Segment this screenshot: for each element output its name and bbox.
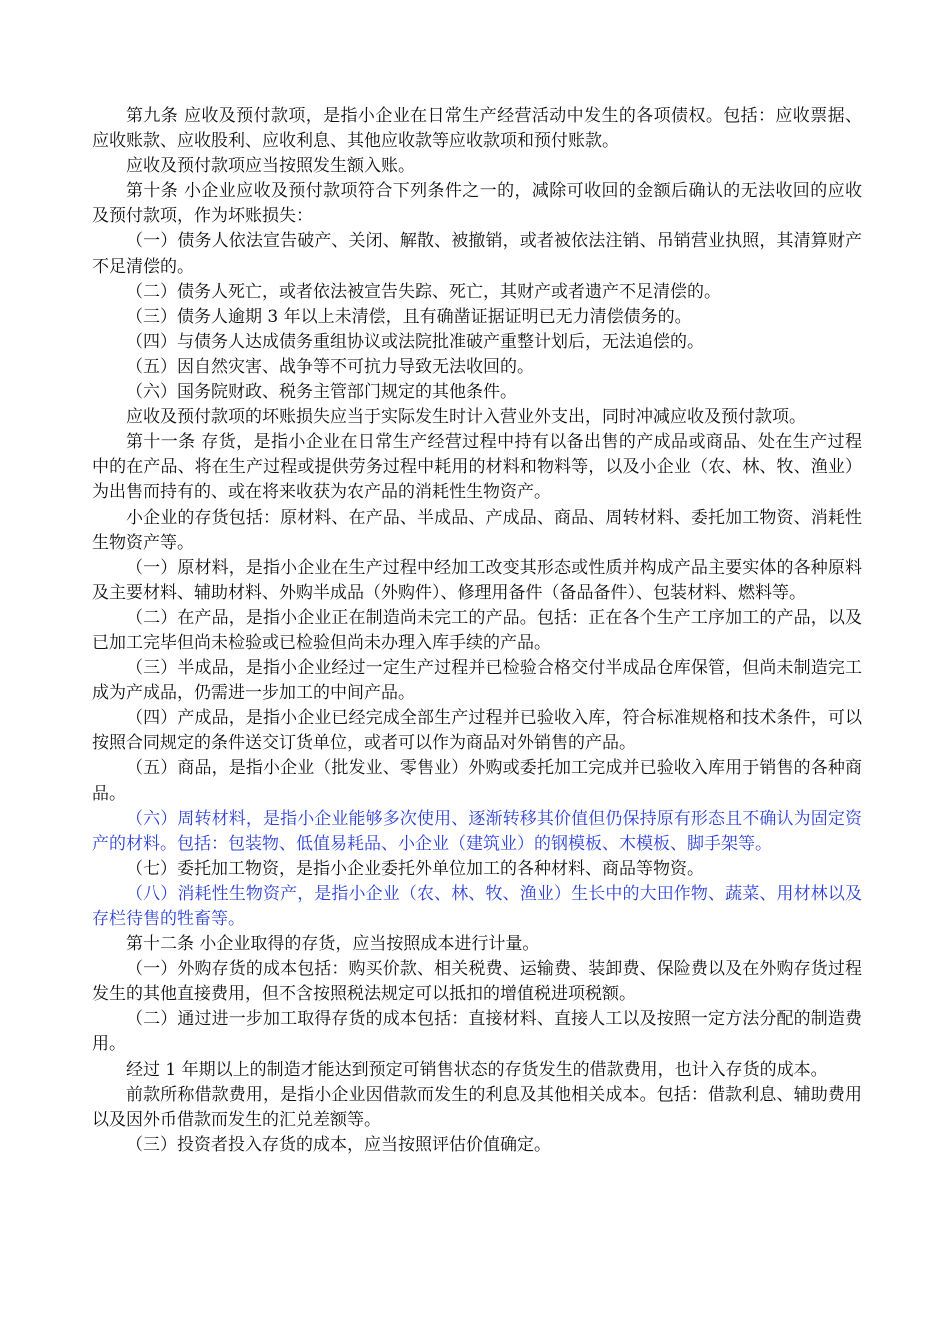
paragraph-article-9: 第九条 应收及预付款项，是指小企业在日常生产经营活动中发生的各项债权。包括：应收票据、应收账款、应收股利、应收利息、其他应收款等应收款项和预付账款。 — [92, 106, 862, 152]
paragraph: 应收及预付款项的坏账损失应当于实际发生时计入营业外支出，同时冲减应收及预付款项。 — [126, 407, 806, 428]
list-item: （三）投资者投入存货的成本，应当按照评估价值确定。 — [126, 1134, 551, 1155]
paragraph: 经过 1 年期以上的制造才能达到预定可销售状态的存货发生的借款费用，也计入存货的成本。 — [126, 1059, 828, 1080]
paragraph: 前款所称借款费用，是指小企业因借款而发生的利息及其他相关成本。包括：借款利息、辅助费用以及因外币借款而发生的汇兑差额等。 — [92, 1084, 862, 1130]
paragraph-article-10: 第十条 小企业应收及预付款项符合下列条件之一的，减除可收回的金额后确认的无法收回的应收及预付款项，作为坏账损失： — [92, 181, 862, 227]
list-item: （四）与债务人达成债务重组协议或法院批准破产重整计划后，无法追偿的。 — [126, 331, 704, 352]
list-item: （三）半成品，是指小企业经过一定生产过程并已检验合格交付半成品仓库保管，但尚未制造完工成为产成品，仍需进一步加工的中间产品。 — [92, 658, 862, 704]
list-item: （七）委托加工物资，是指小企业委托外单位加工的各种材料、商品等物资。 — [126, 858, 704, 879]
list-item-highlighted: （八）消耗性生物资产，是指小企业（农、林、牧、渔业）生长中的大田作物、蔬菜、用材林以及存栏待售的牲畜等。 — [92, 883, 862, 929]
document-body — [92, 104, 862, 1158]
list-item: （五）商品，是指小企业（批发业、零售业）外购或委托加工完成并已验收入库用于销售的各种商品。 — [92, 758, 862, 804]
list-item: （二）在产品，是指小企业正在制造尚未完工的产品。包括：正在各个生产工序加工的产品，以及已加工完毕但尚未检验或已检验但尚未办理入库手续的产品。 — [92, 607, 862, 653]
paragraph-article-11: 第十一条 存货，是指小企业在日常生产经营过程中持有以备出售的产成品或商品、处在生产过程中的在产品、将在生产过程或提供劳务过程中耗用的材料和物料等，以及小企业（农、林、牧、渔业）为出售而持有的、或在将来收获为农产品的消耗性生物资产。 — [92, 432, 862, 503]
list-item: （二）债务人死亡，或者依法被宣告失踪、死亡，其财产或者遗产不足清偿的。 — [126, 281, 721, 302]
list-item: （一）债务人依法宣告破产、关闭、解散、被撤销，或者被依法注销、吊销营业执照，其清算财产不足清偿的。 — [92, 231, 862, 277]
list-item: （二）通过进一步加工取得存货的成本包括：直接材料、直接人工以及按照一定方法分配的制造费用。 — [92, 1009, 862, 1055]
list-item: （六）国务院财政、税务主管部门规定的其他条件。 — [126, 382, 517, 403]
paragraph-article-12: 第十二条 小企业取得的存货，应当按照成本进行计量。 — [126, 934, 540, 955]
paragraph: 应收及预付款项应当按照发生额入账。 — [126, 156, 415, 177]
list-item: （一）外购存货的成本包括：购买价款、相关税费、运输费、装卸费、保险费以及在外购存货过程发生的其他直接费用，但不含按照税法规定可以抵扣的增值税进项税额。 — [92, 959, 862, 1005]
list-item-highlighted: （六）周转材料，是指小企业能够多次使用、逐渐转移其价值但仍保持原有形态且不确认为固定资产的材料。包括：包装物、低值易耗品、小企业（建筑业）的钢模板、木模板、脚手架等。 — [92, 808, 862, 854]
list-item: （五）因自然灾害、战争等不可抗力导致无法收回的。 — [126, 356, 534, 377]
paragraph: 小企业的存货包括：原材料、在产品、半成品、产成品、商品、周转材料、委托加工物资、消耗性生物资产等。 — [92, 507, 862, 553]
list-item: （四）产成品，是指小企业已经完成全部生产过程并已验收入库，符合标准规格和技术条件，可以按照合同规定的条件送交订货单位，或者可以作为商品对外销售的产品。 — [92, 708, 862, 754]
list-item: （一）原材料，是指小企业在生产过程中经加工改变其形态或性质并构成产品主要实体的各种原料及主要材料、辅助材料、外购半成品（外购件）、修理用备件（备品备件）、包装材料、燃料等。 — [92, 557, 862, 603]
list-item: （三）债务人逾期 3 年以上未清偿，且有确凿证据证明已无力清偿债务的。 — [126, 306, 692, 327]
